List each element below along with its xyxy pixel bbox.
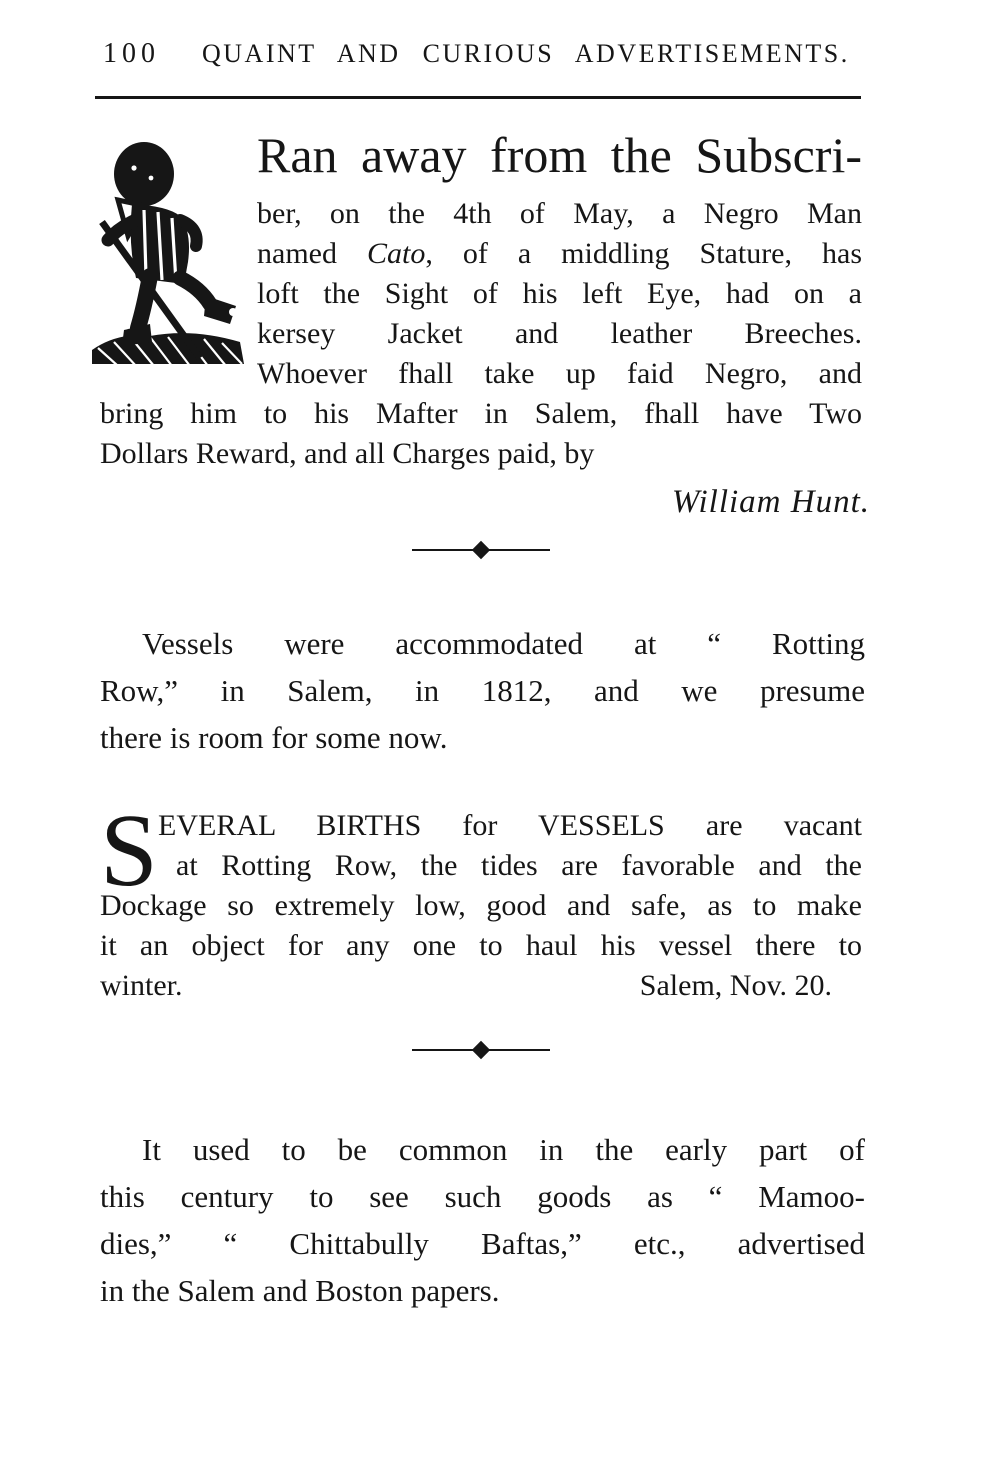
ad-line: at Rotting Row, the tides are favorable and the xyxy=(176,849,862,882)
note-line: in the Salem and Boston papers. xyxy=(100,1273,500,1308)
ad-line-text: , of a middling Stature, has xyxy=(425,237,862,270)
note-line: this century to see such goods as “ Mamoo- xyxy=(100,1179,865,1214)
ad-line: loft the Sight of his left Eye, had on a xyxy=(257,277,862,310)
runaway-advertisement xyxy=(100,126,870,522)
section-divider xyxy=(100,540,862,560)
ad-line: Dockage so extremely low, good and safe, as to make xyxy=(100,889,862,922)
ad-signature: William Hunt. xyxy=(671,484,870,520)
running-head xyxy=(103,38,863,70)
section-divider xyxy=(100,1040,862,1060)
divider-rule xyxy=(412,1049,550,1051)
ad-line: EVERAL BIRTHS for VESSELS are vacant xyxy=(158,809,862,842)
ad-line: kersey Jacket and leather Breeches. xyxy=(257,317,862,350)
rotting-row-note xyxy=(100,620,865,761)
divider-rule xyxy=(412,549,550,551)
running-head-title: QUAINT AND CURIOUS ADVERTISEMENTS. xyxy=(202,39,850,68)
note-line: Vessels were accommodated at “ Rotting xyxy=(142,626,865,661)
note-line: there is room for some now. xyxy=(100,720,448,755)
drop-cap: S xyxy=(100,793,158,908)
goods-note xyxy=(100,1126,865,1314)
ad-line-text: named xyxy=(257,237,367,270)
ad-line: Whoever fhall take up faid Negro, and xyxy=(257,357,862,390)
ad-line: it an object for any one to haul his vessel there to xyxy=(100,929,862,962)
ad-line: ber, on the 4th of May, a Negro Man xyxy=(257,197,862,230)
ad-dateline: Salem, Nov. 20. xyxy=(639,969,832,1002)
ad-closing-word: winter. xyxy=(100,969,183,1002)
ad-line xyxy=(257,234,862,274)
ad-heading: Ran away from the Subscri- xyxy=(257,127,862,183)
header-rule xyxy=(95,96,861,99)
ad-line xyxy=(100,966,862,1006)
ad-line: Dollars Reward, and all Charges paid, by xyxy=(100,437,595,470)
note-line: dies,” “ Chittabully Baftas,” etc., advertised xyxy=(100,1226,865,1261)
ad-name-cato: Cato xyxy=(366,237,426,270)
diamond-icon xyxy=(472,1041,490,1059)
page-number: 100 xyxy=(103,38,160,69)
note-line: It used to be common in the early part of xyxy=(142,1132,865,1167)
ad-line: bring him to his Mafter in Salem, fhall have Two xyxy=(100,397,862,430)
diamond-icon xyxy=(472,541,490,559)
births-advertisement xyxy=(100,793,862,1006)
note-line: Row,” in Salem, in 1812, and we presume xyxy=(100,673,865,708)
runaway-figure-woodcut-icon xyxy=(88,136,252,370)
